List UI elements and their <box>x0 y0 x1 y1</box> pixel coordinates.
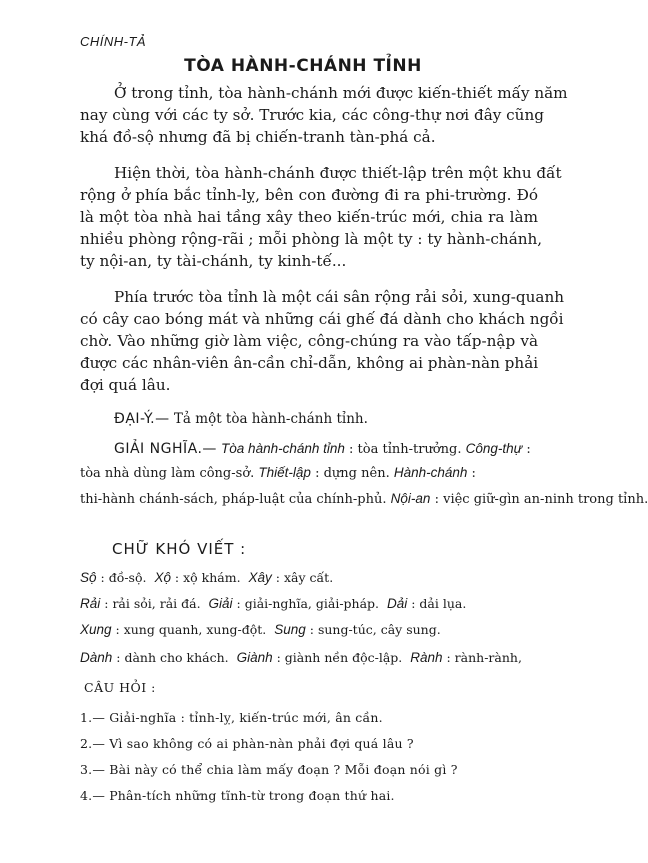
hard-word-example: rành-rành, <box>454 650 522 665</box>
question-item: 3.— Bài này có thể chia làm mấy đoạn ? Mỗi đoạn nói gì ? <box>80 762 458 777</box>
hard-word-example: sung-túc, cây sung. <box>317 622 441 637</box>
hard-word-term: Xây <box>248 570 272 585</box>
vocabulary-line-2: tòa nhà dùng làm công-sở. Thiết-lập : dựng nên. Hành-chánh : <box>80 465 476 481</box>
hard-word-term: Dành <box>80 650 113 665</box>
hard-word-example: giải-nghĩa, giải-pháp. <box>244 596 380 611</box>
text-line: đợi quá lâu. <box>80 376 171 394</box>
text-line: khá đồ-sộ nhưng đã bị chiến-tranh tàn-phá cả. <box>80 128 436 146</box>
question-item: 4.— Phân-tích những tĩnh-từ trong đoạn thứ hai. <box>80 788 395 803</box>
hard-word-example: dải lụa. <box>419 596 467 611</box>
hard-word-example: xộ khám. <box>183 570 241 585</box>
hard-word-term: Sung <box>274 622 306 637</box>
questions-heading: CÂU HỎI : <box>84 680 156 695</box>
text-line: ty nội-an, ty tài-chánh, ty kinh-tế... <box>80 252 347 270</box>
hard-word-term: Rải <box>80 596 101 611</box>
paragraph-2 <box>80 162 562 272</box>
hard-word-term: Xung <box>80 622 112 637</box>
chapter-label: CHÍNH-TẢ <box>80 34 147 49</box>
main-idea <box>114 410 574 428</box>
hard-words-row: Rải : rải sỏi, rải đá. Giải : giải-nghĩa, giải-pháp. Dải : dải lụa. <box>80 596 467 611</box>
hard-words-heading: CHỮ KHÓ VIẾT : <box>112 540 247 558</box>
vocab-definition: việc giữ-gìn an-ninh trong tỉnh. <box>443 492 648 507</box>
text-line: chờ. Vào những giờ làm việc, công-chúng ra vào tấp-nập và <box>80 332 538 350</box>
hard-word-term: Giành <box>236 650 273 665</box>
main-idea-text: Tả một tòa hành-chánh tỉnh. <box>173 411 368 427</box>
vocabulary-section: GIẢI NGHĨA.— Tòa hành-chánh tỉnh : tòa tỉnh-trưởng. Công-thự : <box>114 441 531 457</box>
hard-word-example: xây cất. <box>283 570 334 585</box>
vocabulary-label: GIẢI NGHĨA.— <box>114 441 217 457</box>
hard-word-example: xung quanh, xung-đột. <box>123 622 267 637</box>
vocab-term: Thiết-lập <box>258 465 311 480</box>
vocab-definition: dựng nên. <box>323 466 390 481</box>
text-line: Hiện thời, tòa hành-chánh được thiết-lập trên một khu đất <box>114 164 562 182</box>
hard-word-term: Dải <box>386 596 408 611</box>
hard-words-row: Xung : xung quanh, xung-đột. Sung : sung-túc, cây sung. <box>80 622 441 637</box>
vocab-term: Hành-chánh <box>393 465 468 480</box>
vocabulary-line-3: thi-hành chánh-sách, pháp-luật của chính-phủ. Nội-an : việc giữ-gìn an-ninh trong tỉnh. <box>80 491 648 507</box>
text-line: Ở trong tỉnh, tòa hành-chánh mới được kiến-thiết mấy năm <box>114 84 568 102</box>
vocab-definition: tòa tỉnh-trưởng. <box>357 442 462 457</box>
hard-word-example: giành nền độc-lập. <box>284 650 403 665</box>
question-item: 1.— Giải-nghĩa : tỉnh-lỵ, kiến-trúc mới, ân cần. <box>80 710 383 725</box>
main-idea-label: ĐẠI-Ý.— <box>114 411 170 427</box>
lesson-title: TÒA HÀNH-CHÁNH TỈNH <box>184 56 422 76</box>
hard-word-term: Giải <box>208 596 233 611</box>
vocab-term: Công-thự <box>465 441 523 456</box>
hard-words-row: Dành : dành cho khách. Giành : giành nền độc-lập. Rành : rành-rành, <box>80 650 522 665</box>
text-line: có cây cao bóng mát và những cái ghế đá dành cho khách ngồi <box>80 310 564 328</box>
text-line: là một tòa nhà hai tầng xây theo kiến-trúc mới, chia ra làm <box>80 208 538 226</box>
hard-word-term: Xộ <box>154 570 171 585</box>
text-line: nhiều phòng rộng-rãi ; mỗi phòng là một ty : ty hành-chánh, <box>80 230 543 248</box>
text-line: được các nhân-viên ân-cần chỉ-dẫn, không ai phàn-nàn phải <box>80 354 539 372</box>
text-line: Phía trước tòa tỉnh là một cái sân rộng rải sỏi, xung-quanh <box>114 288 565 306</box>
text-line: rộng ở phía bắc tỉnh-lỵ, bên con đường đi ra phi-trường. Đó <box>80 186 538 204</box>
question-item: 2.— Vì sao không có ai phàn-nàn phải đợi quá lâu ? <box>80 736 414 751</box>
vocab-definition: thi-hành chánh-sách, pháp-luật của chính-phủ. <box>80 492 387 507</box>
vocab-term: Tòa hành-chánh tỉnh <box>221 441 345 456</box>
vocab-term: Nội-an <box>390 491 431 506</box>
paragraph-3 <box>80 286 565 396</box>
hard-word-term: Sộ <box>80 570 97 585</box>
paragraph-1 <box>80 82 568 148</box>
text-line: nay cùng với các ty sở. Trước kia, các công-thự nơi đây cũng <box>80 106 544 124</box>
hard-words-row: Sộ : đồ-sộ. Xộ : xộ khám. Xây : xây cất. <box>80 570 334 585</box>
hard-word-example: đồ-sộ. <box>108 570 147 585</box>
hard-word-term: Rành <box>410 650 443 665</box>
vocab-definition: tòa nhà dùng làm công-sở. <box>80 466 255 481</box>
hard-word-example: rải sỏi, rải đá. <box>112 596 201 611</box>
hard-word-example: dành cho khách. <box>124 650 229 665</box>
